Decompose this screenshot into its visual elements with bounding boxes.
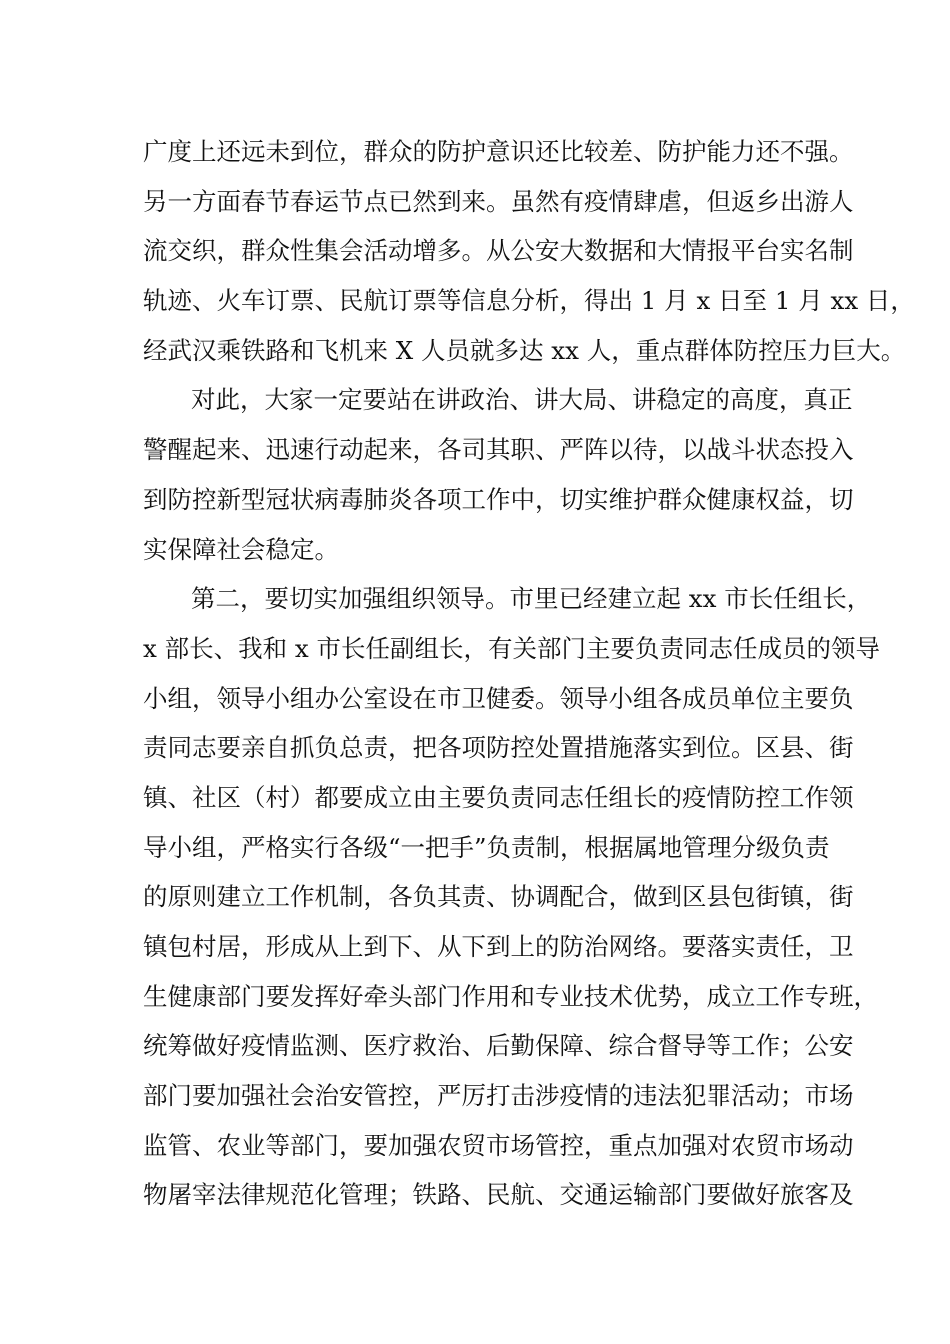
text-line: 经武汉乘铁路和飞机来 X 人员就多达 xx 人，重点群体防控压力巨大。 bbox=[143, 335, 906, 365]
text-line: 镇、社区（村）都要成立由主要负责同志任组长的疫情防控工作领 bbox=[143, 782, 854, 812]
paragraph-first-line: 对此，大家一定要站在讲政治、讲大局、讲稳定的高度，真正 bbox=[191, 385, 853, 415]
text-line: 警醒起来、迅速行动起来，各司其职、严阵以待，以战斗状态投入 bbox=[143, 435, 854, 465]
text-line: 另一方面春节春运节点已然到来。虽然有疫情肆虐，但返乡出游人 bbox=[143, 186, 854, 216]
document-body bbox=[143, 127, 915, 1220]
text-line: 广度上还远未到位，群众的防护意识还比较差、防护能力还不强。 bbox=[143, 137, 854, 166]
text-line: 小组，领导小组办公室设在市卫健委。领导小组各成员单位主要负 bbox=[143, 683, 854, 713]
text-line: 部门要加强社会治安管控，严厉打击涉疫情的违法犯罪活动；市场 bbox=[143, 1081, 854, 1111]
text-line: 统筹做好疫情监测、医疗救治、后勤保障、综合督导等工作；公安 bbox=[143, 1031, 854, 1061]
paragraph-first-line: 第二，要切实加强组织领导。市里已经建立起 xx 市长任组长， bbox=[191, 584, 872, 614]
text-line: 的原则建立工作机制，各负其责、协调配合，做到区县包街镇，街 bbox=[143, 882, 854, 912]
text-line: 责同志要亲自抓负总责，把各项防控处置措施落实到位。区县、街 bbox=[143, 733, 854, 763]
text-line: 监管、农业等部门，要加强农贸市场管控，重点加强对农贸市场动 bbox=[143, 1130, 854, 1160]
text-line: 生健康部门要发挥好牵头部门作用和专业技术优势，成立工作专班， bbox=[143, 981, 878, 1011]
text-line: 镇包村居，形成从上到下、从下到上的防治网络。要落实责任，卫 bbox=[143, 932, 854, 961]
text-line: 轨迹、火车订票、民航订票等信息分析，得出 1 月 x 日至 1 月 xx 日， bbox=[143, 286, 915, 316]
text-line: 物屠宰法律规范化管理；铁路、民航、交通运输部门要做好旅客及 bbox=[143, 1180, 854, 1210]
text-line: x 部长、我和 x 市长任副组长，有关部门主要负责同志任成员的领导 bbox=[143, 633, 880, 663]
text-line: 流交织，群众性集会活动增多。从公安大数据和大情报平台实名制 bbox=[143, 236, 854, 266]
text-line: 到防控新型冠状病毒肺炎各项工作中，切实维护群众健康权益，切 bbox=[143, 484, 854, 514]
text-line: 导小组，严格实行各级“一把手”负责制，根据属地管理分级负责 bbox=[143, 832, 830, 862]
text-line: 实保障社会稳定。 bbox=[143, 534, 339, 564]
